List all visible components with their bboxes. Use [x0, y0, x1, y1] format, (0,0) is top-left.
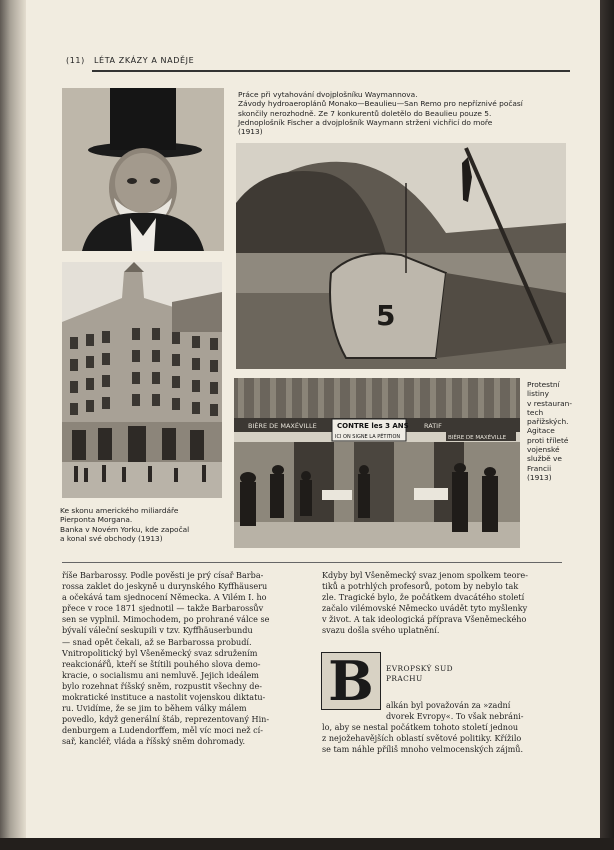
text-line: sař, kancléř, vláda a říšský sněm dohromady.	[62, 736, 246, 747]
sign-right: BIÈRE DE MAXÉVILLE	[448, 435, 507, 441]
sign-left: BIÈRE DE MAXÉVILLE	[248, 422, 317, 430]
text-line: a očekává tam sjednocení Německa. A Vilém I. ho	[62, 592, 267, 603]
caption-line: Banka v Novém Yorku, kde započal	[60, 524, 190, 534]
photo-paris-restaurant	[234, 378, 520, 548]
text-line: říše Barbarossy. Podle pověsti je prý císař Barba-	[62, 570, 264, 580]
caption-line: Práce při vytahování dvojplošníku Waymannova.	[238, 90, 418, 99]
text-line: v život. A tak ideologická příprava Všeněmeckého	[322, 614, 527, 625]
text-line: začalo vilémovské Německo uvádět tyto myšlenky	[322, 603, 528, 614]
caption-line: skončily nerozhodně. Ze 7 konkurentů doletělo do Beaulieu pouze 5.	[238, 108, 492, 118]
text-line: Vnitropolitický byl Všeněmecký svaz sdružením	[62, 647, 258, 658]
page-number: (11)	[66, 56, 85, 65]
text-line: svazu došla svého uplatnění.	[322, 625, 440, 636]
caption-bank	[60, 506, 230, 543]
caption-line: tech	[527, 407, 544, 417]
text-line: bylo rozehnat říšský sněm, rozpustit všechny de-	[62, 680, 262, 691]
sign-center-2: ICI ON SIGNE LA PÉTITION	[335, 434, 401, 440]
text-line: reakcionářů, kteří se štítili pouhého slova demo-	[62, 658, 261, 669]
caption-line: listiny	[527, 389, 549, 399]
running-header	[66, 56, 194, 65]
text-line: zle. Tragické bylo, že počátkem dvacátého století	[322, 592, 525, 603]
caption-line: proti tříleté	[527, 435, 569, 445]
sign-right-top: RATIF	[424, 422, 442, 430]
caption-line: (1913)	[527, 472, 552, 482]
body-column-right	[322, 570, 550, 637]
text-line: kracie, o socialismu ani nemluvě. Jejich ideálem	[62, 669, 259, 680]
caption-line: Jednoplošník Fischer a dvojplošník Waymann strženi vichřicí do moře	[238, 117, 493, 127]
caption-line: Protestní	[527, 380, 560, 389]
scan-right-edge	[600, 0, 614, 850]
scan-bottom-edge	[0, 838, 614, 850]
text-line: přece v roce 1871 sjednotil — takže Barbarossův	[62, 603, 264, 614]
drop-cap-letter: B	[328, 649, 374, 713]
caption-line: Závody hydroaeroplánů Monako—Beaulieu—San Remo pro nepříznivé počasí	[238, 99, 523, 109]
text-line: se tam náhle příliš mnoho velmocenských zájmů.	[322, 744, 524, 755]
caption-shop	[527, 380, 589, 482]
plane-number: 5	[376, 299, 396, 332]
text-line: sen se vyplnil. Mimochodem, po prohrané válce se	[62, 614, 270, 625]
page-spine-shadow	[0, 0, 26, 838]
caption-line: Pierponta Morgana.	[60, 515, 133, 525]
subheading-line: EVROPSKÝ SUD	[386, 664, 453, 673]
text-line: ru. Uvidíme, že se jim to během války málem	[62, 703, 247, 714]
text-line: mokratické instituce a nastolit vojenskou diktatu-	[62, 692, 266, 703]
text-line: povedlo, když generální štáb, reprezentovaný Hin-	[62, 714, 270, 725]
sign-center-1: CONTRE les 3 ANS	[337, 422, 409, 430]
text-line: alkán byl považován za »zadní	[386, 700, 511, 710]
text-line: z nejožehavějších oblastí světové politiky. Křížilo	[322, 733, 522, 744]
caption-plane	[238, 90, 568, 136]
body-column-left	[62, 570, 290, 748]
caption-line: a konal své obchody (1913)	[60, 533, 163, 543]
photo-bank-building	[62, 262, 222, 498]
text-line: tiků a potrhlých profesorů, potom by nebylo tak	[322, 581, 519, 592]
caption-line: Agitace	[527, 426, 555, 436]
caption-line: pařížských.	[527, 417, 569, 427]
text-line: dvorek Evropy«. To však nebráni-	[386, 711, 524, 722]
caption-line: (1913)	[238, 127, 263, 137]
body-column-right-continued	[322, 700, 550, 755]
section-rule	[62, 562, 562, 563]
subheading-line: PRACHU	[386, 674, 423, 683]
section-subheading	[386, 664, 506, 684]
photo-seaplane-wreck	[236, 143, 566, 369]
header-rule	[92, 70, 570, 72]
chapter-title: LÉTA ZKÁZY A NADĚJE	[93, 56, 195, 65]
text-line: denburgem a Ludendorffem, měl víc moci než cí-	[62, 725, 263, 736]
text-line: Kdyby byl Všeněmecký svaz jenom spolkem teore-	[322, 570, 528, 580]
photo-portrait-top-hat	[62, 88, 224, 251]
caption-line: v restauran-	[527, 398, 573, 408]
caption-line: službě ve	[527, 454, 562, 464]
caption-line: vojenské	[527, 445, 560, 455]
text-line: bývalí váleční seskupili v tzv. Kyffhäuserbundu	[62, 625, 253, 636]
caption-line: Francii	[527, 463, 552, 473]
text-line: lo, aby se nestal počátkem tohoto století jednou	[322, 722, 519, 733]
text-line: rossa zaklet do jeskyně u durynského Kyffhäuseru	[62, 581, 268, 592]
text-line: — snad opět čekali, až se Barbarossa probudí.	[62, 636, 252, 647]
caption-line: Ke skonu amerického miliardáře	[60, 506, 179, 515]
